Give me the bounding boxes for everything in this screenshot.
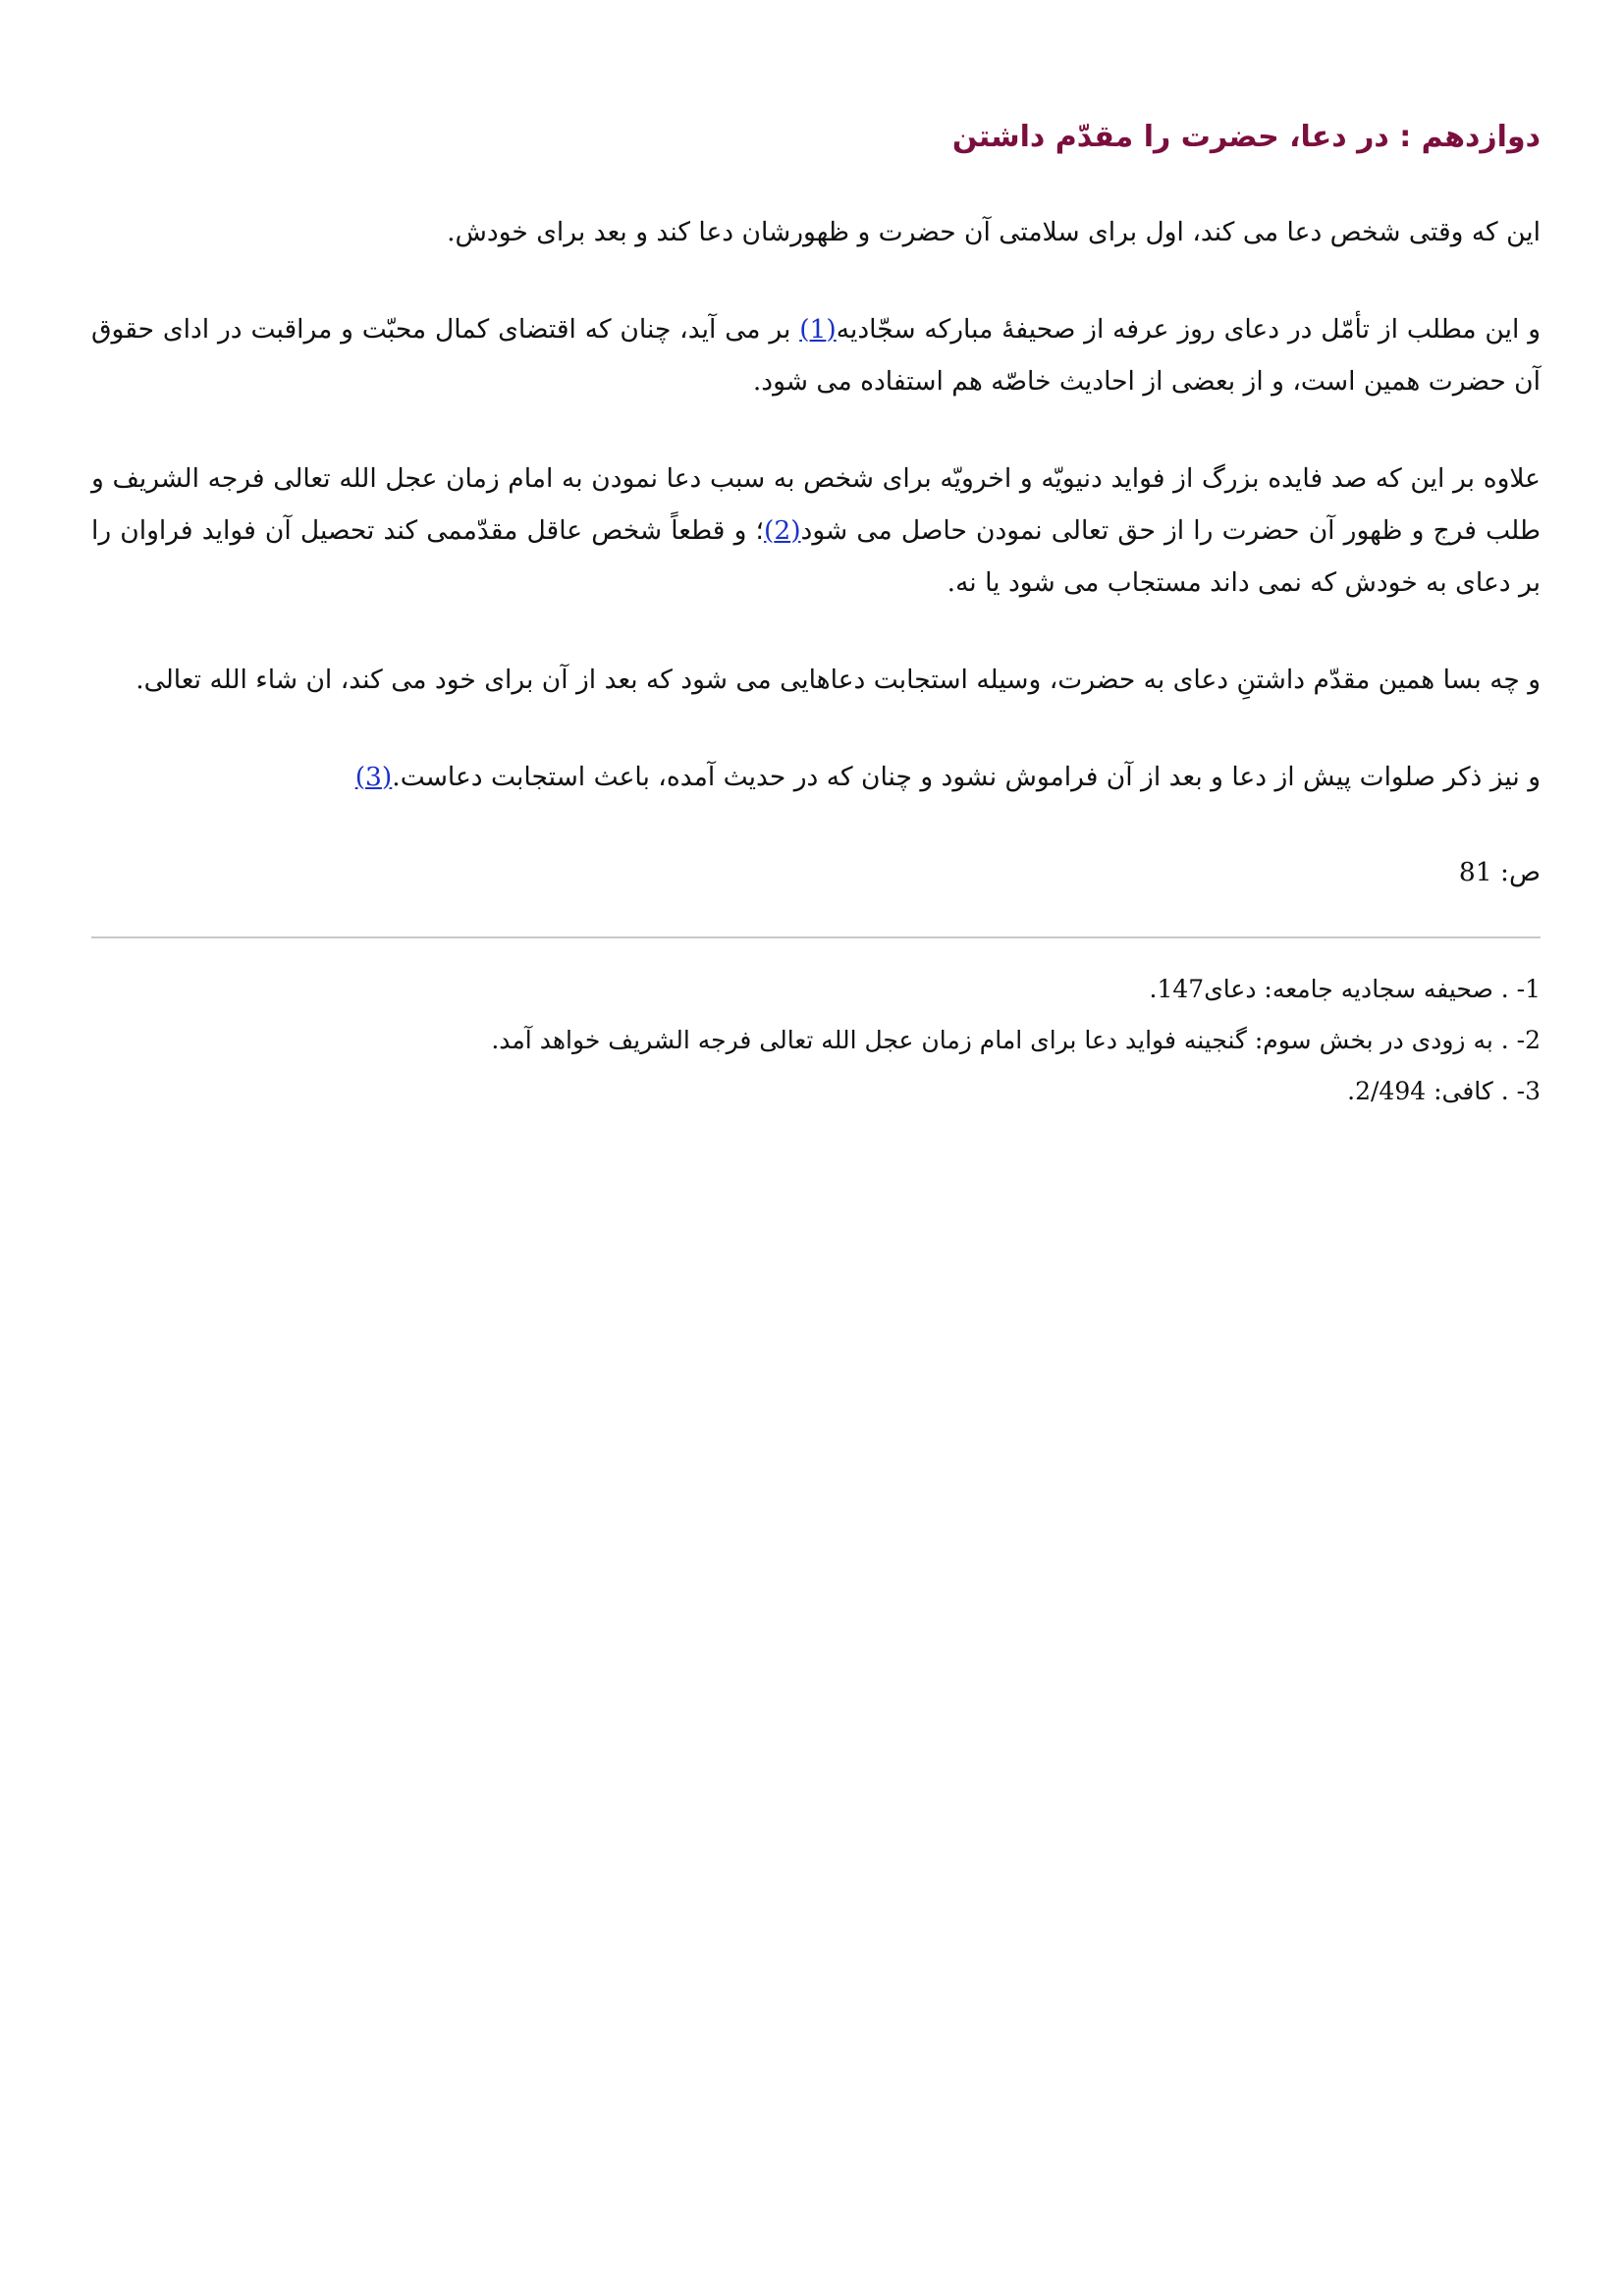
paragraph-1 — [91, 206, 1541, 258]
footnote-link-2[interactable]: (2) — [763, 515, 801, 546]
paragraph-4-text: و چه بسا همین مقدّم داشتنِ دعای به حضرت، وسیله استجابت دعاهایی می شود که بعد از آن برای خود می کند، ان شاء الله تعالی. — [135, 665, 1541, 695]
footnote-link-1[interactable]: (1) — [799, 314, 837, 345]
paragraph-1-text: این که وقتی شخص دعا می کند، اول برای سلامتی آن حضرت و ظهورشان دعا کند و بعد برای خودش. — [447, 217, 1541, 247]
paragraph-3-text-end: ؛ و قطعاً شخص عاقل مقدّممی کند تحصیل آن فواید فراوان را بر دعای به خودش که نمی داند مستجاب می شود یا نه. — [91, 515, 1541, 598]
paragraph-4 — [91, 654, 1541, 706]
footnote-1: 1- . صحیفه سجادیه جامعه: دعای147. — [1149, 975, 1541, 1003]
paragraph-2-text-end: بر می آید، چنان که اقتضای کمال محبّت و مراقبت در ادای حقوق آن حضرت همین است، و از بعضی از احادیث خاصّه هم استفاده می شود. — [91, 314, 1541, 397]
section-heading: دوازدهم : در دعا، حضرت را مقدّم داشتن — [951, 120, 1541, 154]
footnotes-list — [91, 964, 1541, 1117]
paragraph-2 — [91, 303, 1541, 407]
footnote-link-3[interactable]: (3) — [354, 762, 393, 792]
footnote-separator — [91, 936, 1541, 938]
paragraph-3-text-start: علاوه بر این که صد فایده بزرگ از فواید دنیویّه و اخرویّه برای شخص به سبب دعا نمودن به امام زمان عجل الله تعالی فرجه الشریف و طلب فرج و ظهور آن حضرت را از حق تعالی نمودن حاصل می شود — [91, 463, 1541, 546]
footnote-3: 3- . کافی: 2/494. — [1347, 1077, 1541, 1105]
document-page — [91, 116, 1541, 1117]
page-number: ص: 81 — [1458, 857, 1541, 887]
paragraph-5 — [91, 751, 1541, 803]
paragraph-5-text: و نیز ذکر صلوات پیش از دعا و بعد از آن فراموش نشود و چنان که در حدیث آمده، باعث استجابت دعاست. — [392, 762, 1541, 792]
paragraph-2-text-start: و این مطلب از تأمّل در دعای روز عرفه از صحیفهٔ مبارکه سجّادیه — [836, 314, 1541, 345]
paragraph-3 — [91, 453, 1541, 609]
footnote-2: 2- . به زودی در بخش سوم: گنجینه فواید دعا برای امام زمان عجل الله تعالی فرجه الشریف خواهد آمد. — [491, 1026, 1541, 1054]
